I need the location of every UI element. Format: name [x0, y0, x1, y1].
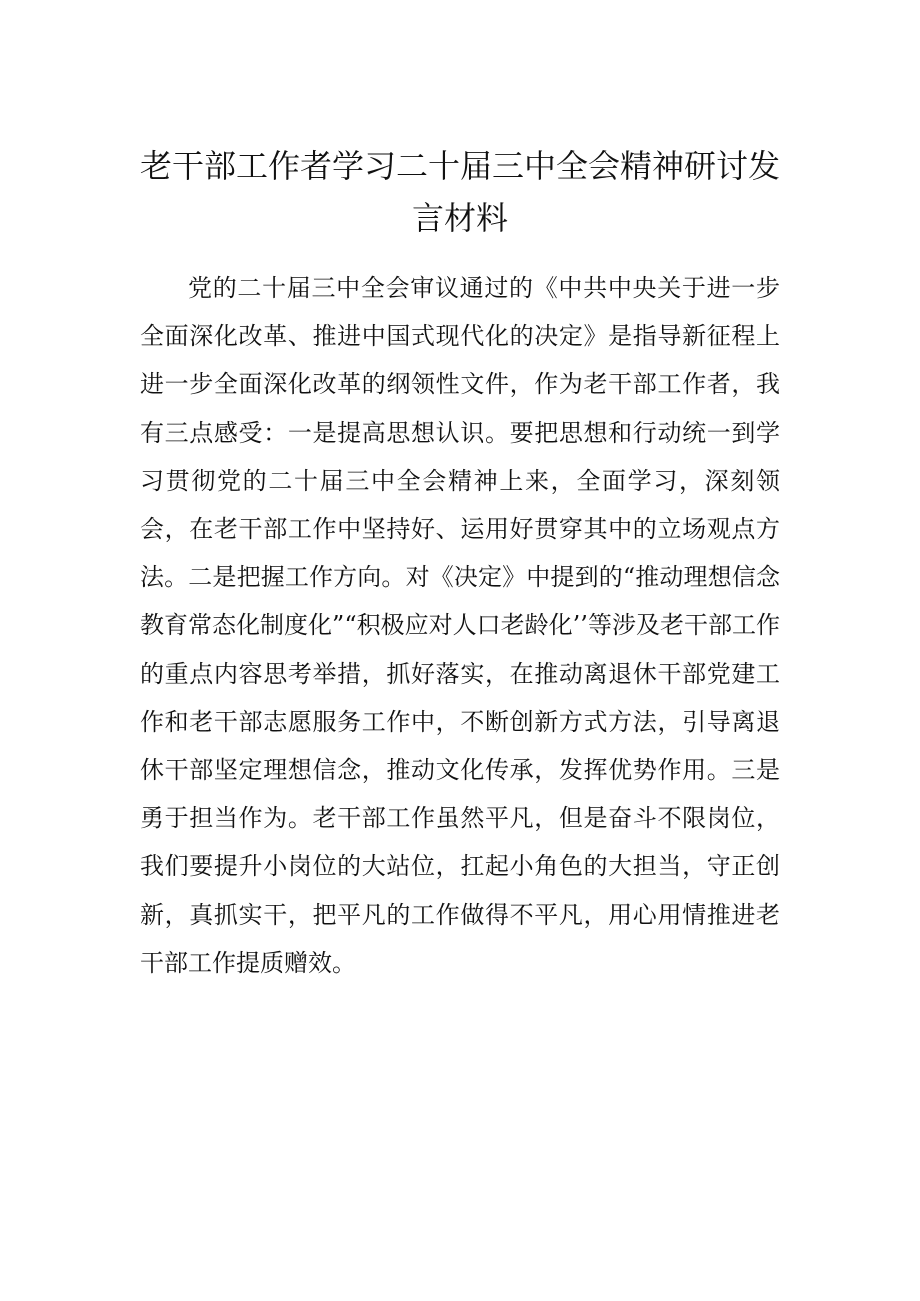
- document-title: 老干部工作者学习二十届三中全会精神研讨发言材料: [140, 147, 781, 237]
- body-paragraph: 党的二十届三中全会审议通过的《中共中央关于进一步全面深化改革、推进中国式现代化的决定》是指导新征程上进一步全面深化改革的纲领性文件，作为老干部工作者，我有三点感受：一是提高思想认识。要把思想和行动统一到学习贯彻党的二十届三中全会精神上来，全面学习，深刻领会，在老干部工作中坚持好、运用好贯穿其中的立场观点方法。二是把握工作方向。对《决定》中提到的“推动理想信念教育常态化制度化”“积极应对人口老龄化’’等涉及老干部工作的重点内容思考举措，抓好落实，在推动离退休干部党建工作和老干部志愿服务工作中，不断创新方式方法，引导离退休干部坚定理想信念，推动文化传承，发挥优势作用。三是勇于担当作为。老干部工作虽然平凡，但是奋斗不限岗位，我们要提升小岗位的大站位，扛起小角色的大担当，守正创新，真抓实干，把平凡的工作做得不平凡，用心用情推进老干部工作提质赠效。: [140, 274, 780, 977]
